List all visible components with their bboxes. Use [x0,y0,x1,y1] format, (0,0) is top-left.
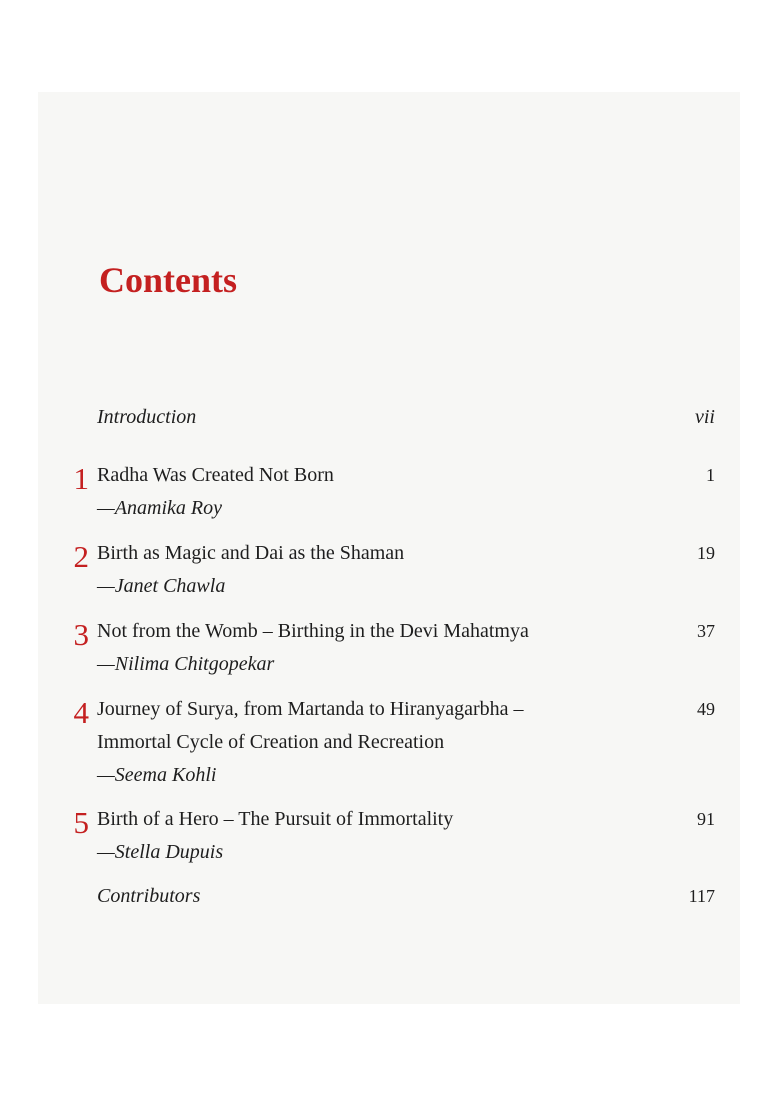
entry-page-number: 1 [706,465,715,485]
entry-page-number: 49 [697,699,715,719]
entry-title: Introduction [97,406,197,428]
chapter-author: —Seema Kohli [97,764,217,786]
entry-page-number: vii [695,406,715,428]
toc-entry-chapter-5[interactable] [73,803,717,869]
chapter-number: 3 [73,617,89,652]
chapter-number: 4 [73,695,89,730]
chapter-number: 2 [73,539,89,574]
chapter-title: Radha Was Created Not Born [97,464,334,486]
entry-page-number: 37 [697,621,715,641]
entry-page-number: 117 [688,886,715,906]
entry-page-number: 19 [697,543,715,563]
chapter-number: 1 [73,461,89,496]
chapter-author: —Stella Dupuis [97,841,224,863]
chapter-title: Not from the Womb – Birthing in the Devi Mahatmya [97,620,529,642]
toc-entry-introduction[interactable] [97,401,717,434]
chapter-title: Journey of Surya, from Martanda to Hiranyagarbha – [97,698,524,720]
contents-heading: Contents [99,260,238,300]
toc-entry-chapter-4[interactable] [73,693,717,792]
chapter-title: Birth of a Hero – The Pursuit of Immortality [97,808,454,830]
chapter-title-continued: Immortal Cycle of Creation and Recreation [97,731,445,753]
chapter-title: Birth as Magic and Dai as the Shaman [97,542,405,564]
chapter-author: —Nilima Chitgopekar [97,653,275,675]
toc-entry-chapter-2[interactable] [73,537,717,603]
chapter-number: 5 [73,805,89,840]
chapter-author: —Janet Chawla [97,575,226,597]
entry-title: Contributors [97,885,201,907]
toc-entry-chapter-3[interactable] [73,615,717,681]
toc-entry-contributors[interactable] [97,880,717,913]
toc-entry-chapter-1[interactable] [73,459,717,525]
entry-page-number: 91 [697,809,715,829]
chapter-author: —Anamika Roy [97,497,222,519]
